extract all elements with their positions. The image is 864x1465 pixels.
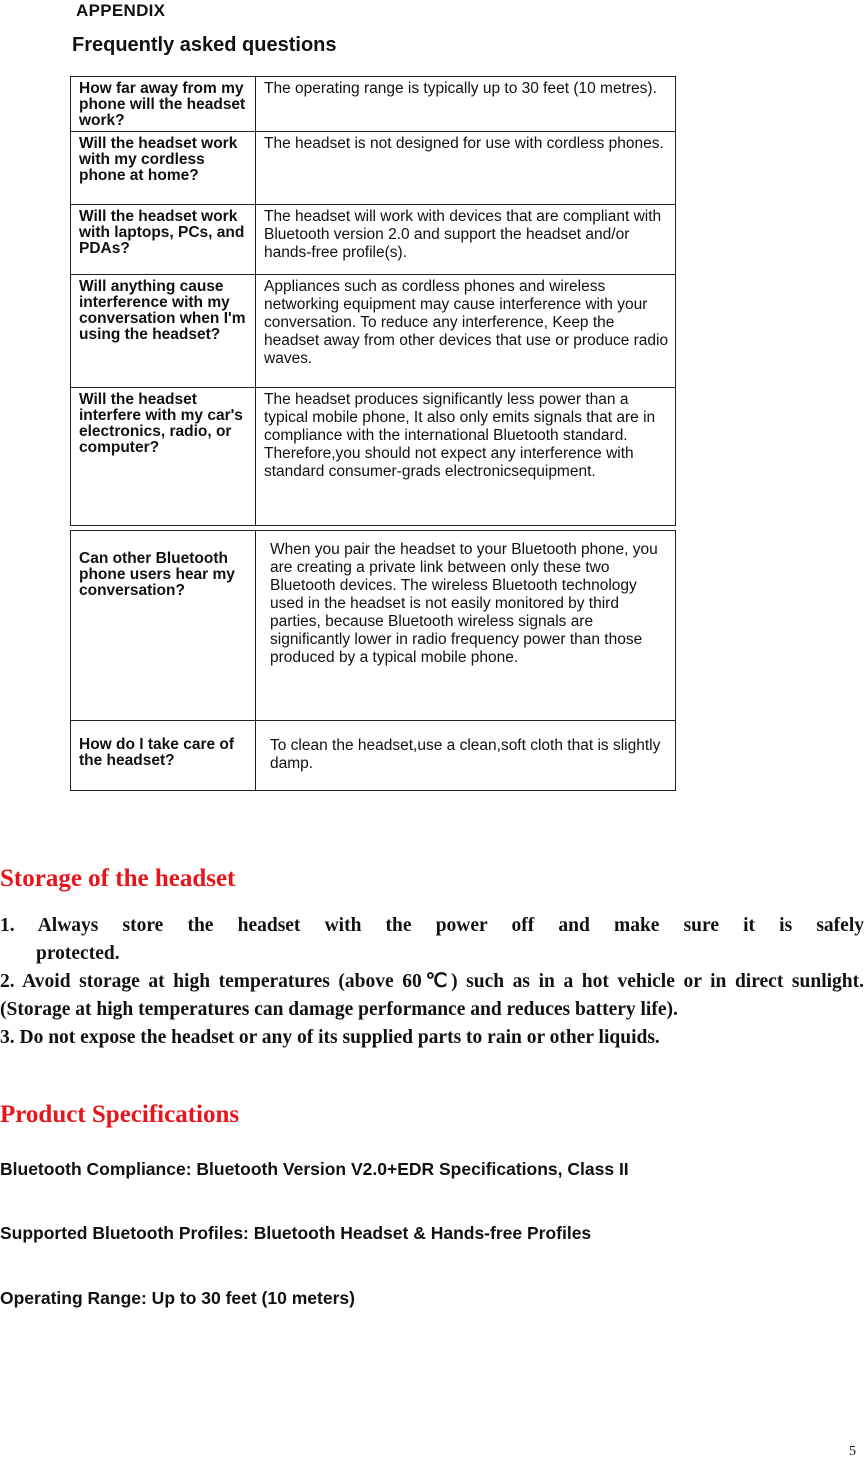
specs-heading: Product Specifications [0,1101,240,1128]
faq-row [71,77,676,132]
faq-answer: The operating range is typically up to 30 feet (10 metres). [256,77,676,132]
appendix-heading: APPENDIX [76,1,166,20]
faq-answer: Appliances such as cordless phones and wireless networking equipment may cause interference with your conversation. To reduce any interference, Keep the headset away from other devices that use or produce radio waves. [256,275,676,388]
faq-table [70,76,676,791]
storage-item-1 [0,912,864,940]
faq-row [71,205,676,275]
faq-title: Frequently asked questions [72,34,337,56]
faq-row [71,388,676,526]
storage-item-2: 2. Avoid storage at high temperatures (above 60℃) such as in a hot vehicle or in direct sunlight. (Storage at high temperatures can damage performance and reduces battery life). [0,971,864,1020]
faq-answer: The headset is not designed for use with cordless phones. [256,132,676,205]
storage-item-1-text: Always store the headset with the power off and make sure it is safely [37,915,864,936]
faq-question: How far away from my phone will the headset work? [71,77,256,132]
storage-heading: Storage of the headset [0,865,236,892]
faq-answer: To clean the headset,use a clean,soft cloth that is slightly damp. [256,721,676,791]
faq-question: Will the headset work with laptops, PCs, and PDAs? [71,205,256,275]
storage-item-1-cont: protected. [36,943,120,964]
faq-row [71,132,676,205]
storage-item-1-number: 1. [0,915,15,936]
faq-question: Will the headset work with my cordless phone at home? [71,132,256,205]
faq-row [71,531,676,721]
faq-question: How do I take care of the headset? [71,721,256,791]
spec-range: Operating Range: Up to 30 feet (10 meters) [0,1288,355,1308]
faq-question: Will the headset interfere with my car's electronics, radio, or computer? [71,388,256,526]
spec-profiles: Supported Bluetooth Profiles: Bluetooth Headset & Hands-free Profiles [0,1223,592,1243]
faq-answer: The headset will work with devices that are compliant with Bluetooth version 2.0 and support the headset and/or hands-free profile(s). [256,205,676,275]
faq-row [71,721,676,791]
spec-compliance: Bluetooth Compliance: Bluetooth Version V2.0+EDR Specifications, Class II [0,1159,629,1179]
faq-row [71,275,676,388]
faq-answer: The headset produces significantly less power than a typical mobile phone, It also only emits signals that are in compliance with the international Bluetooth standard. Therefore,you should not expect any interference with standard consumer-grads electronicsequipment. [256,388,676,526]
page-number: 5 [849,1444,856,1459]
storage-list [0,912,864,1052]
faq-question: Will anything cause interference with my conversation when I'm using the headset? [71,275,256,388]
storage-item-3: 3. Do not expose the headset or any of its supplied parts to rain or other liquids. [0,1027,660,1048]
faq-answer: When you pair the headset to your Bluetooth phone, you are creating a private link between only these two Bluetooth devices. The wireless Bluetooth technology used in the headset is not easily monitored by third parties, because Bluetooth wireless signals are significantly lower in radio frequency power than those produced by a typical mobile phone. [256,531,676,721]
faq-question: Can other Bluetooth phone users hear my conversation? [71,531,256,721]
